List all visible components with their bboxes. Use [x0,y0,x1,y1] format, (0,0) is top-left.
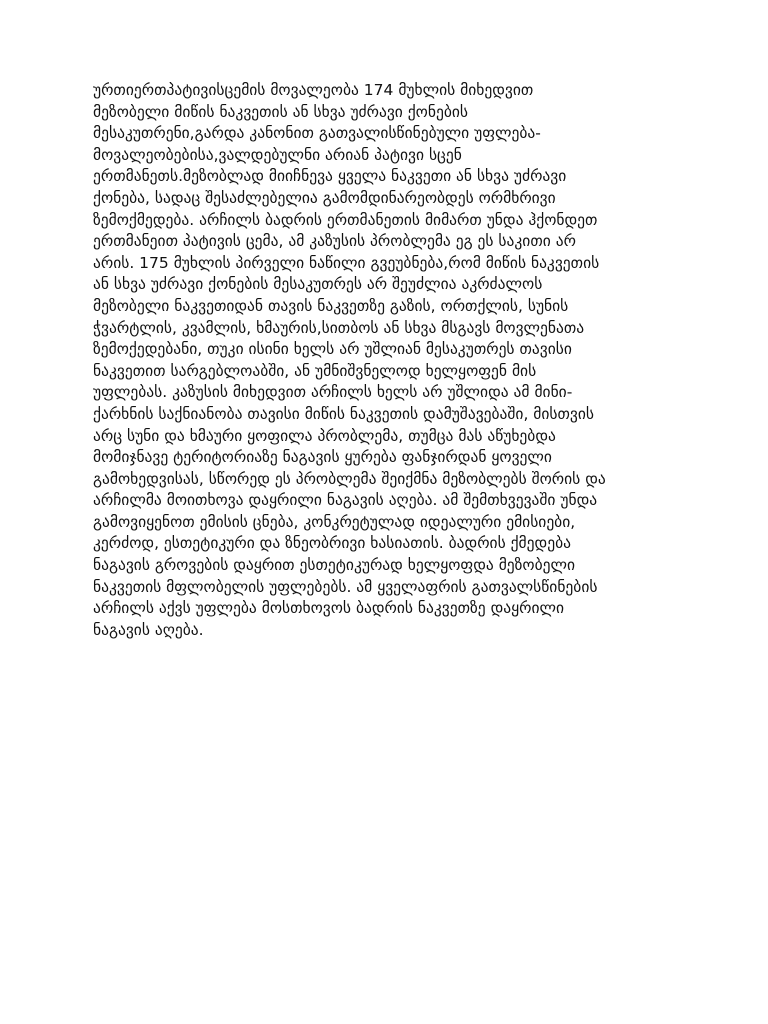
text-line-19: გამოხედვისას, სწორედ ეს პრობლემა შეიქმნა მეზობლებს შორის და [93,469,606,488]
text-line-16: ქარხნის საქნიანობა თავისი მიწის ნაკვეთის დამუშავებაში, მისთვის [93,404,595,423]
text-line-7: ზემოქმედება. არჩილს ბადრის ერთმანეთის მიმართ უნდა ჰქონდეთ [93,210,598,229]
text-line-21: გამოვიყენოთ ემისის ცნება, კონკრეტულად იდეალური ემისიები, [93,512,576,531]
text-line-17: არც სუნი და ხმაური ყოფილა პრობლემა, თუმცა მას აწუხებდა [93,426,556,445]
text-line-22: კერძოდ, ესთეტიკური და ზნეობრივი ხასიათის. ბადრის ქმედება [93,534,571,553]
text-line-24: ნაკვეთის მფლობელის უფლებებს. ამ ყველაფრის გათვალსწინების [93,577,598,596]
text-line-14: ნაკვეთით სარგებლოაბში, ან უმნიშვნელოდ ხელყოფენ მის [93,361,537,380]
text-line-26: ნაგავის აღება. [93,620,204,639]
text-line-10: ან სხვა უძრავი ქონების მესაკუთრეს არ შეუძლია აკრძალოს [93,275,543,294]
text-line-20: არჩილმა მოითხოვა დაყრილი ნაგავის აღება. ამ შემთხვევაში უნდა [93,491,598,510]
text-line-23: ნაგავის გროვების დაყრით ესთეტიკურად ხელყოფდა მეზობელი [93,556,576,575]
text-line-12: ჭვარტლის, კვამლის, ხმაურის,სითბოს ან სხვა მსგავს მოვლენათა [93,318,585,337]
text-line-4: მოვალეობებისა,ვალდებულნი არიან პატივი სცენ [93,145,462,164]
text-line-11: მეზობელი ნაკვეთიდან თავის ნაკვეთზე გაზის, ორთქლის, სუნის [93,296,569,315]
text-line-9: არის. 175 მუხლის პირველი ნაწილი გვეუბნება,რომ მიწის ნაკვეთის [93,253,600,272]
text-line-2: მეზობელი მიწის ნაკვეთის ან სხვა უძრავი ქონების [93,102,468,121]
text-line-25: არჩილს აქვს უფლება მოსთხოვოს ბადრის ნაკვეთზე დაყრილი [93,599,565,618]
text-line-6: ქონება, სადაც შესაძლებელია გამომდინარეობდეს ორმხრივი [93,188,556,207]
text-line-13: ზემოქედებანი, თუკი ისინი ხელს არ უშლიან მესაკუთრეს თავისი [93,340,572,359]
body-text [93,80,693,641]
text-line-8: ერთმანეით პატივის ცემა, ამ კაზუსის პრობლემა ეგ ეს საკითი არ [93,232,576,251]
text-line-15: უფლებას. კაზუსის მიხედვით არჩილს ხელს არ უშლიდა ამ მინი- [93,383,573,402]
text-line-18: მომიჯნავე ტერიტორიაზე ნაგავის ყურება ფანჯირდან ყოველი [93,448,552,467]
text-line-5: ერთმანეთს.მეზობლად მიიჩნევა ყველა ნაკვეთი ან სხვა უძრავი [93,167,567,186]
text-line-3: მესაკუთრენი,გარდა კანონით გათვალისწინებული უფლება- [93,124,541,143]
text-line-1: ურთიერთპატივისცემის მოვალეობა 174 მუხლის მიხედვით [93,81,534,99]
